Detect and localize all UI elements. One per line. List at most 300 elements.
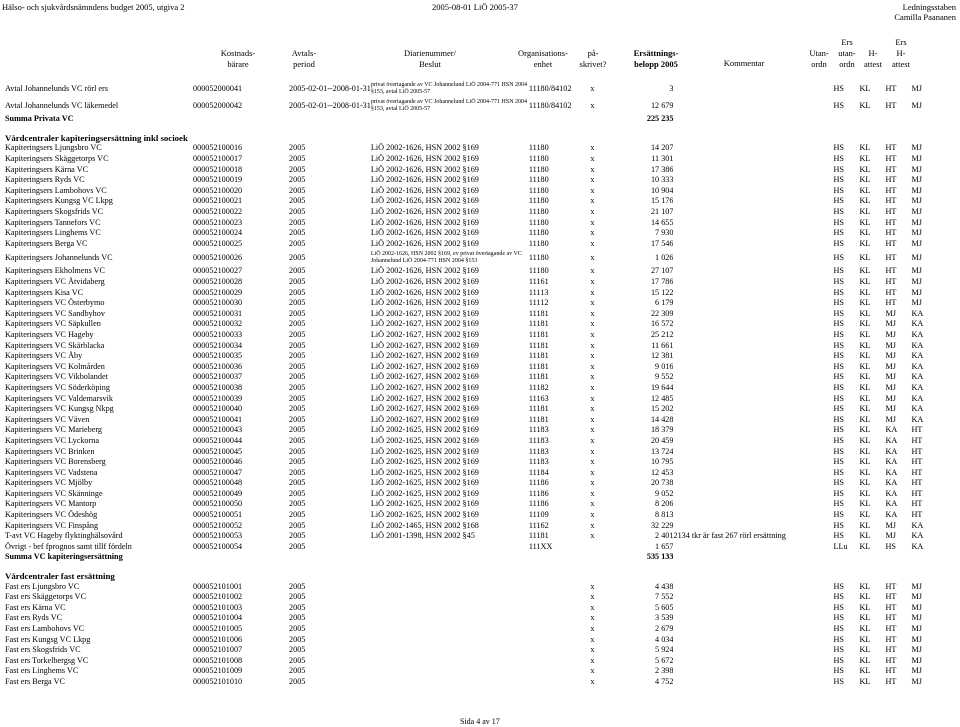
cell-kst: 000052100047 <box>193 467 243 477</box>
cell-dia: LiÖ 2002-1626, HSN 2002 §169 <box>370 238 479 248</box>
cell-kom <box>673 457 833 468</box>
cell-ps: x <box>590 404 595 414</box>
cell-kst <box>193 114 289 125</box>
cell-bel: 225 235 <box>646 114 674 124</box>
cell-dia: LiÖ 2002-1625, HSN 2002 §169 <box>370 425 479 435</box>
cell-kst: 000052101008 <box>193 655 243 665</box>
cell-a2: KA <box>911 319 924 329</box>
cell-per: 2005 <box>289 266 306 276</box>
cell-name: Vårdcentraler fast ersättning <box>5 571 115 582</box>
cell-name: Kapiteringsers Kisa VC <box>5 287 84 297</box>
cell-u2: KL <box>859 531 871 541</box>
cell-dia: LiÖ 2002-1626, HSN 2002 §169 <box>370 228 479 238</box>
cell-a1: MJ <box>885 340 896 350</box>
cell-a1: HT <box>885 175 897 185</box>
cell-u1: HS <box>833 446 844 456</box>
table-row <box>2 613 937 624</box>
cell-a2: MJ <box>911 217 922 227</box>
cell-bel: 9 552 <box>655 372 674 382</box>
cell-u1: HS <box>833 531 844 541</box>
cell-bel: 14 207 <box>650 143 674 153</box>
cell-dia <box>371 563 529 571</box>
cell-a1: KA <box>885 510 898 520</box>
cell-kst: 000052100025 <box>193 238 243 248</box>
cell-kst: 000052100036 <box>193 361 243 371</box>
cell-u1: HS <box>833 488 844 498</box>
cell-ps: x <box>590 655 595 665</box>
cell-bel: 27 107 <box>650 266 674 276</box>
cell-kom <box>673 645 833 656</box>
cell-a2: MJ <box>911 196 922 206</box>
table-row <box>2 393 937 404</box>
table-row <box>2 97 937 114</box>
cell-a1: HT <box>885 624 897 634</box>
cell-kom <box>673 383 833 394</box>
cell-a1: MJ <box>885 531 896 541</box>
table-row <box>2 666 937 677</box>
cell-kst: 000052100023 <box>193 217 243 227</box>
cell-kst <box>193 563 289 571</box>
cell-dia: LiÖ 2002-1626, HSN 2002 §169 <box>370 143 479 153</box>
cell-per: 2005 <box>289 298 306 308</box>
table-row <box>2 80 937 97</box>
cell-name: Kapiteringsers VC Kungsg Nkpg <box>5 404 114 414</box>
cell-u1: LLu <box>833 541 848 551</box>
cell-per: 2005 <box>289 602 306 612</box>
cell-u1: HS <box>833 425 844 435</box>
cell-name: Kapiteringsers VC Mantorp <box>5 499 97 509</box>
cell-u2: KL <box>859 624 871 634</box>
cell-kst: 000052100051 <box>193 510 243 520</box>
table-row <box>2 175 937 186</box>
cell-kom <box>673 298 833 309</box>
table-row <box>2 340 937 351</box>
cell-dia <box>371 552 529 563</box>
cell-kst: 000052100039 <box>193 393 243 403</box>
cell-a1: HT <box>885 196 897 206</box>
cell-name: Övrigt - bef fprognos samt tillf fördeln <box>5 541 132 551</box>
cell-bel: 2 401 <box>655 531 674 541</box>
cell-u1: HS <box>833 351 844 361</box>
cell-org: 11180 <box>528 266 549 276</box>
cell-name: Kapiteringsers Ryds VC <box>5 175 85 185</box>
cell-org: 11180/84102 <box>528 83 572 93</box>
cell-ps: x <box>590 238 595 248</box>
cell-org: 11180 <box>528 217 549 227</box>
cell-per: 2005 <box>289 666 306 676</box>
table-row <box>2 677 937 688</box>
cell-dia <box>371 656 529 667</box>
cell-u2 <box>859 125 885 133</box>
cell-a2 <box>911 133 937 144</box>
cell-org: 11180 <box>528 196 549 206</box>
cell-kst: 000052100021 <box>193 196 243 206</box>
cell-kst: 000052100018 <box>193 164 243 174</box>
cell-kom <box>673 207 833 218</box>
cell-per: 2005 <box>289 499 306 509</box>
cell-name: Fast ers Linghems VC <box>5 666 79 676</box>
cell-a2: MJ <box>911 266 922 276</box>
cell-a1: HT <box>885 277 897 287</box>
cell-org: 11180 <box>528 164 549 174</box>
cell-u1: HS <box>833 340 844 350</box>
table-row <box>2 239 937 250</box>
table-row <box>2 656 937 667</box>
cell-u2: KL <box>859 83 871 93</box>
cell-ps: x <box>590 602 595 612</box>
cell-per: 2005 <box>289 414 306 424</box>
cell-kom <box>673 563 833 571</box>
cell-name: Kapiteringsers VC Åtvidaberg <box>5 277 105 287</box>
cell-ps: x <box>590 666 595 676</box>
cell-org <box>529 592 572 603</box>
cell-a1: HT <box>885 645 897 655</box>
col-ersattningsbelopp: Ersättnings- belopp 2005 <box>633 48 679 69</box>
cell-org <box>529 552 572 563</box>
cell-dia: LiÖ 2002-1627, HSN 2002 §169 <box>370 351 479 361</box>
cell-u2: KL <box>859 666 871 676</box>
cell-dia: LiÖ 2002-1626, HSN 2002 §169 <box>370 298 479 308</box>
cell-kst: 000052100044 <box>193 435 243 445</box>
cell-u1 <box>833 114 859 125</box>
cell-kst: 000052100019 <box>193 175 243 185</box>
cell-a2: KA <box>911 520 924 530</box>
cell-u1: HS <box>833 143 844 153</box>
cell-ps: x <box>590 467 595 477</box>
cell-a1: MJ <box>885 329 896 339</box>
cell-org: 11180/84102 <box>528 100 572 110</box>
cell-dia: LiÖ 2002-1626, HSN 2002 §169 <box>370 185 479 195</box>
cell-org: 11180 <box>528 252 549 262</box>
cell-org <box>529 133 572 144</box>
cell-u1: HS <box>833 277 844 287</box>
cell-a2 <box>911 552 937 563</box>
cell-kom <box>673 266 833 277</box>
cell-dia: LiÖ 2002-1626, HSN 2002 §169 <box>370 164 479 174</box>
cell-kom <box>673 478 833 489</box>
cell-org: 11182 <box>528 382 549 392</box>
cell-dia <box>371 571 529 582</box>
cell-kom <box>673 446 833 457</box>
cell-org <box>529 645 572 656</box>
cell-org: 11180 <box>528 207 549 217</box>
cell-a1: HT <box>885 143 897 153</box>
cell-per: 2005 <box>289 252 306 262</box>
cell-dia: LiÖ 2002-1627, HSN 2002 §169 <box>370 329 479 339</box>
cell-u1: HS <box>833 196 844 206</box>
cell-u1: HS <box>833 645 844 655</box>
cell-kom <box>673 340 833 351</box>
cell-org: 11180 <box>528 143 549 153</box>
cell-per: 2005 <box>289 581 306 591</box>
cell-dia <box>371 613 529 624</box>
cell-kom <box>673 175 833 186</box>
cell-per: 2005 <box>289 531 306 541</box>
cell-ps: x <box>590 143 595 153</box>
cell-kst: 000052100034 <box>193 340 243 350</box>
cell-org: 11181 <box>528 361 549 371</box>
cell-a1: HS <box>885 541 896 551</box>
table-row <box>2 457 937 468</box>
cell-a2: MJ <box>911 154 922 164</box>
cell-kst: 000052100016 <box>193 143 243 153</box>
cell-ps: x <box>590 425 595 435</box>
cell-a2: HT <box>911 467 923 477</box>
cell-org <box>529 571 572 582</box>
cell-dia <box>371 114 529 125</box>
col-kostnadsbarare: Kostnads- bärare <box>220 48 256 69</box>
table-row <box>2 164 937 175</box>
table-row <box>2 277 937 288</box>
cell-a2 <box>911 125 937 133</box>
cell-u2: KL <box>859 382 871 392</box>
col-organisationsenhet: Organisations- enhet <box>518 48 568 69</box>
cell-a1: KA <box>885 446 898 456</box>
cell-a1: MJ <box>885 361 896 371</box>
cell-org <box>529 613 572 624</box>
cell-per: 2005 <box>289 164 306 174</box>
cell-org: 11184 <box>528 467 549 477</box>
cell-ps: x <box>590 329 595 339</box>
cell-ps <box>571 571 613 582</box>
cell-kom <box>673 393 833 404</box>
cell-ps: x <box>590 252 595 262</box>
cell-dia: LiÖ 2002-1626, HSN 2002 §169 <box>370 287 479 297</box>
cell-kom <box>673 217 833 228</box>
cell-name: Kapiteringsers VC Vikbolandet <box>5 372 108 382</box>
cell-a1: MJ <box>885 319 896 329</box>
document-title: Hälso- och sjukvårdsnämndens budget 2005, utgiva 2 <box>2 2 185 12</box>
cell-a2: MJ <box>911 613 922 623</box>
cell-org <box>529 563 572 571</box>
cell-kom <box>673 309 833 320</box>
cell-u2: KL <box>859 252 871 262</box>
cell-kst: 000052000042 <box>193 100 243 110</box>
cell-a2: KA <box>911 361 924 371</box>
cell-kom <box>673 319 833 330</box>
cell-ps: x <box>590 207 595 217</box>
cell-u1: HS <box>833 478 844 488</box>
cell-u1: HS <box>833 298 844 308</box>
cell-u1: HS <box>833 228 844 238</box>
cell-per: 2005 <box>289 154 306 164</box>
cell-per: 2005 <box>289 228 306 238</box>
cell-a1: KA <box>885 435 898 445</box>
cell-bel: 1 026 <box>655 252 674 262</box>
cell-per: 2005 <box>289 238 306 248</box>
cell-a1: HT <box>885 217 897 227</box>
cell-per: 2005 <box>289 329 306 339</box>
cell-org: 11181 <box>528 531 549 541</box>
table-row <box>2 249 937 266</box>
cell-bel: 7 552 <box>655 592 674 602</box>
cell-kom <box>673 133 833 144</box>
cell-dia: LiÖ 2002-1627, HSN 2002 §169 <box>370 414 479 424</box>
cell-a2: MJ <box>911 592 922 602</box>
cell-bel: 11 661 <box>651 340 674 350</box>
cell-a2: HT <box>911 446 923 456</box>
cell-kom <box>673 228 833 239</box>
cell-a2: MJ <box>911 634 922 644</box>
table-row <box>2 196 937 207</box>
cell-u1: HS <box>833 581 844 591</box>
cell-a2: KA <box>911 351 924 361</box>
cell-a1: HT <box>885 100 897 110</box>
cell-name: Kapiteringsers Tannefors VC <box>5 217 101 227</box>
cell-u1: HS <box>833 404 844 414</box>
cell-u2 <box>859 563 885 571</box>
cell-kst: 000052100040 <box>193 404 243 414</box>
cell-u1: HS <box>833 100 844 110</box>
cell-name: Kapiteringsers VC Lyckorna <box>5 435 99 445</box>
cell-ps: x <box>590 645 595 655</box>
cell-a2: HT <box>911 425 923 435</box>
cell-name: Kapiteringsers VC Väven <box>5 414 90 424</box>
cell-name: Summa VC kapiteringsersättning <box>5 552 123 562</box>
cell-org: 11109 <box>528 510 549 520</box>
cell-name: Vårdcentraler kapiteringsersättning inkl socioek <box>5 132 188 143</box>
cell-org: 11181 <box>528 414 549 424</box>
cell-bel <box>613 125 673 133</box>
cell-kom <box>673 510 833 521</box>
cell-kom <box>673 499 833 510</box>
cell-kom <box>673 239 833 250</box>
table-row <box>2 414 937 425</box>
cell-a1: HT <box>885 655 897 665</box>
cell-kst: 000052100046 <box>193 457 243 467</box>
cell-u1: HS <box>833 308 844 318</box>
cell-org: 11183 <box>528 425 549 435</box>
cell-kst: 000052100033 <box>193 329 243 339</box>
cell-per: 2005 <box>289 520 306 530</box>
cell-u2: KL <box>859 207 871 217</box>
spacer-row <box>2 125 937 133</box>
cell-a2: MJ <box>911 666 922 676</box>
cell-u1: HS <box>833 510 844 520</box>
table-row <box>2 592 937 603</box>
cell-per: 2005 <box>289 207 306 217</box>
table-row <box>2 624 937 635</box>
cell-bel: 9 052 <box>655 488 674 498</box>
cell-kst: 000052100031 <box>193 308 243 318</box>
cell-ps: x <box>590 457 595 467</box>
cell-kom <box>673 154 833 165</box>
cell-a2: MJ <box>911 676 922 686</box>
cell-u2 <box>859 114 885 125</box>
cell-ps: x <box>590 83 595 93</box>
cell-a1: MJ <box>885 393 896 403</box>
cell-kom <box>673 624 833 635</box>
cell-ps <box>571 125 613 133</box>
cell-a1: KA <box>885 425 898 435</box>
cell-per: 2005 <box>289 340 306 350</box>
page-number: Sida 4 av 17 <box>460 717 500 726</box>
cell-u1: HS <box>833 175 844 185</box>
cell-dia: LiÖ 2002-1626, HSN 2002 §169 <box>370 266 479 276</box>
cell-kst: 000052100049 <box>193 488 243 498</box>
cell-dia <box>371 645 529 656</box>
cell-a2: KA <box>911 340 924 350</box>
cell-dia: LiÖ 2002-1627, HSN 2002 §169 <box>370 308 479 318</box>
table-row <box>2 143 937 154</box>
cell-name: Kapiteringsers VC Söderköping <box>5 382 110 392</box>
cell-a2: HT <box>911 510 923 520</box>
cell-per: 2005 <box>289 634 306 644</box>
cell-a2: MJ <box>911 207 922 217</box>
cell-u2: KL <box>859 175 871 185</box>
cell-u2: KL <box>859 457 871 467</box>
cell-bel: 12 453 <box>650 467 674 477</box>
cell-ps: x <box>590 592 595 602</box>
cell-ps: x <box>590 613 595 623</box>
cell-org <box>529 656 572 667</box>
cell-u2: KL <box>859 228 871 238</box>
cell-kst: 000052100041 <box>193 414 243 424</box>
cell-ps: x <box>590 488 595 498</box>
cell-per: 2005 <box>289 645 306 655</box>
cell-dia: LiÖ 2002-1625, HSN 2002 §169 <box>370 435 479 445</box>
cell-per <box>289 552 371 563</box>
cell-kom <box>673 467 833 478</box>
cell-u2: KL <box>859 100 871 110</box>
cell-name: T-avt VC Hageby flyktinghälsovård <box>5 531 123 541</box>
cell-u1: HS <box>833 666 844 676</box>
cell-a1: KA <box>885 478 898 488</box>
cell-kst: 000052100043 <box>193 425 243 435</box>
cell-kst: 000052101004 <box>193 613 243 623</box>
cell-a2: KA <box>911 329 924 339</box>
table-row <box>2 319 937 330</box>
cell-per <box>289 133 371 144</box>
cell-u1: HS <box>833 414 844 424</box>
cell-u2: KL <box>859 446 871 456</box>
col-paskrivet: på- skrivet? <box>579 48 607 69</box>
cell-a1: MJ <box>885 404 896 414</box>
cell-bel: 10 333 <box>650 175 674 185</box>
table-row <box>2 361 937 372</box>
cell-kst: 000052100045 <box>193 446 243 456</box>
cell-dia: LiÖ 2002-1627, HSN 2002 §169 <box>370 404 479 414</box>
cell-a2: KA <box>911 414 924 424</box>
cell-a2: HT <box>911 435 923 445</box>
col-utanordn: Utan- ordn <box>809 48 829 69</box>
table-row <box>2 446 937 457</box>
cell-kom: 2134 tkr är fast 267 rörl ersättning <box>673 531 786 541</box>
cell-org <box>529 666 572 677</box>
cell-bel: 12 679 <box>650 100 674 110</box>
cell-dia <box>371 133 529 144</box>
cell-per: 2005 <box>289 277 306 287</box>
cell-kst: 000052100024 <box>193 228 243 238</box>
cell-a1 <box>885 133 911 144</box>
cell-u1: HS <box>833 624 844 634</box>
cell-a2: KA <box>911 393 924 403</box>
cell-ps: x <box>590 277 595 287</box>
cell-u1: HS <box>833 207 844 217</box>
cell-name: Fast ers Ryds VC <box>5 613 63 623</box>
cell-org: 11161 <box>528 277 549 287</box>
cell-a2: HT <box>911 488 923 498</box>
cell-ps: x <box>590 340 595 350</box>
cell-kst: 000052101009 <box>193 666 243 676</box>
cell-kst: 000052100029 <box>193 287 243 297</box>
cell-org: 11181 <box>528 351 549 361</box>
cell-name: Kapiteringsers Kungsg VC Lkpg <box>5 196 113 206</box>
cell-kom <box>673 634 833 645</box>
table-row <box>2 266 937 277</box>
cell-a1: MJ <box>885 351 896 361</box>
cell-dia: LiÖ 2002-1627, HSN 2002 §169 <box>370 372 479 382</box>
